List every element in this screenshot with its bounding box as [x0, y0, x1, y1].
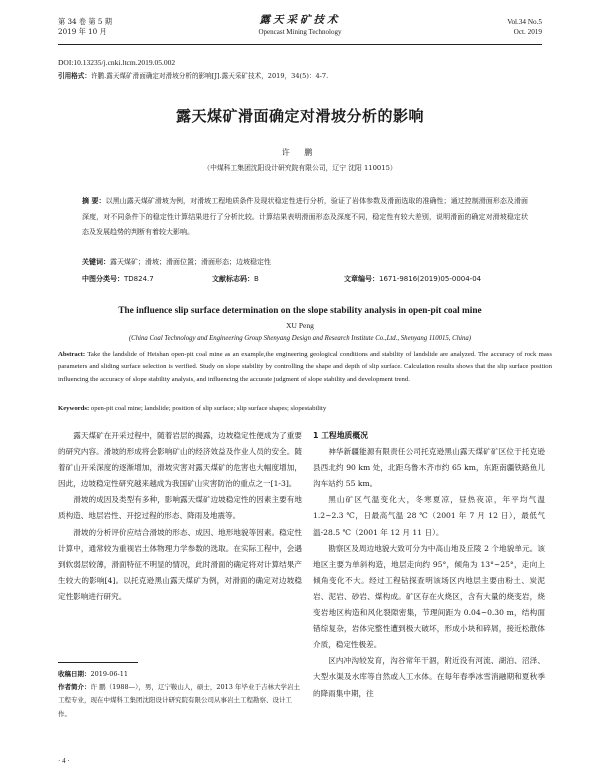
keywords-en — [58, 405, 552, 412]
author-bio: 作者简介：许 鹏（1988—），男，辽宁鞍山人，硕士，2013 年毕业于吉林大学岩土工程专业，现在中煤科工集团沈阳设计研究院有限公司从事岩土工程勘察、设计工作。 — [58, 683, 300, 718]
issue-date: 2019 年 10 月 — [58, 27, 107, 36]
footnote-rule — [58, 662, 138, 663]
clc-number: 中图分类号：TD824.7 — [82, 275, 154, 283]
keywords-text: 露天煤矿；滑坡；滑面位置；滑面形态；边坡稳定性 — [110, 258, 271, 266]
body-paragraph: 勘察区及周边地貌大致可分为中高山地及丘陵 2 个地貌单元。该地区主要为单斜构造，地层走向约 95°，倾角为 13°~25°，走向上倾角变化不大。经过工程钻探查明该场区内地层主要由粉土、炭泥岩、泥岩、砂岩、煤构成。矿区存在火烧区，含有大量的烧变岩，烧变岩地区构造和风化裂隙密集，节理间距为 0.04~0.30 m，结构面错综复杂，岩体完整性遭到极大破坏，形成小块和碎屑，接近松散体介质，稳定性极差。 — [313, 543, 545, 650]
abstract-label: 摘 要： — [82, 197, 106, 205]
abstract-text: 以黑山露天煤矿滑坡为例，对滑坡工程地质条件及现状稳定性进行分析，验证了岩体参数及滑面选取的准确性；通过控制滑面形态及滑面深度，对不同条件下的稳定性计算结果进行了分析比较。计算结果表明滑面形态及深度不同，稳定性有较大差别，说明滑面的确定对滑坡稳定状态及发展趋势的判断有着较大影响。 — [82, 197, 529, 236]
english-author: XU Peng — [286, 321, 314, 330]
doi: DOI:10.13235/j.cnki.ltcm.2019.05.002 — [58, 58, 176, 67]
body-column-left — [58, 428, 302, 605]
journal-title-cn: 露天采矿技术 — [259, 14, 341, 26]
paper-title: 露天煤矿滑面确定对滑坡分析的影响 — [175, 107, 424, 125]
paper-author: 许 鹏 — [281, 148, 319, 157]
volume-issue-en: Vol.34 No.5 — [507, 18, 542, 26]
body-paragraph: 滑坡的成因及类型有多种，影响露天煤矿边坡稳定性的因素主要有地质构造、地层岩性、开挖过程的形态、降雨及地震等。 — [58, 495, 302, 521]
citation-line — [58, 70, 560, 80]
body-paragraph: 神华新疆能源有限责任公司托克逊黑山露天煤矿矿区位于托克逊县西北约 90 km 处，北距乌鲁木齐市约 65 km，东距南疆铁路鱼儿沟车站约 55 km。 — [313, 447, 545, 489]
keywords-cn — [82, 257, 271, 267]
article-number: 文章编号：1671-9816(2019)05-0004-04 — [344, 275, 482, 283]
issue-date-en: Oct. 2019 — [513, 28, 542, 36]
abstract-en — [58, 349, 552, 386]
en-abstract-label: Abstract: — [58, 351, 86, 358]
volume-issue: 第 34 卷 第 5 期 — [58, 17, 112, 26]
en-keywords-text: open-pit coal mine; landslide; position of slip surface; slip surface shapes; slopestability — [90, 405, 327, 412]
citation-text: 许鹏.露天煤矿滑面确定对滑坡分析的影响[J].露天采矿技术，2019，34(5)：4-7. — [90, 72, 329, 80]
body-paragraph: 滑坡的分析评价应结合滑坡的形态、成因、地形地貌等因素。稳定性计算中，通常较为重视岩土体物理力学参数的选取。在实际工程中，会遇到软弱层较薄，滑面特征不明显的情况，此时滑面的确定将对计算结果产生较大的影响[4]。以托克逊黑山露天煤矿为例，对滑面的确定对边坡稳定性影响进行研究。 — [58, 527, 302, 601]
running-header — [58, 14, 542, 45]
issue-info-en — [507, 17, 542, 37]
english-affiliation: (China Coal Technology and Engineering Group Shenyang Design and Research Institute Co.,Ltd., Shenyang 110015, China) — [128, 335, 472, 342]
journal-title-en: Opencast Mining Technology — [258, 28, 342, 36]
en-keywords-label: Keywords: — [58, 405, 90, 412]
footnote — [58, 668, 302, 721]
en-abstract-text: Take the landslide of Heishan open-pit coal mine as an example,the engineering geological conditions and stability of landslide are analyzed. The accuracy of rock mass parameters and sliding surface selection is verified. Study on slope stability by controlling the shape and depth of slip surface. Calculation results shows that the slip surface position influencing the accuracy of slope stability analysis, and influencing the accurate judgment of slope stability and development trend. — [58, 351, 552, 383]
body-paragraph: 露天煤矿在开采过程中，随着岩层的揭露，边坡稳定性便成为了重要的研究内容。滑坡的形成将会影响矿山的经济效益及作业人员的安全。随着矿山开采深度的逐渐增加，滑坡灾害对露天煤矿的危害也大幅度增加，因此，边坡稳定性研究越来越成为我国矿山灾害防治的重点之一[1-3]。 — [58, 431, 302, 489]
document-code: 文献标志码：B — [212, 275, 259, 283]
body-paragraph: 区内冲沟较发育，沟谷常年干涸，附近没有河流、湖泊、沼泽、大型水渠及水库等自然或人工水体。在每年春季冰雪消融期和夏秋季的降雨集中期，往 — [313, 656, 545, 698]
body-paragraph: 黑山矿区气温变化大，冬寒夏凉，昼热夜凉，年平均气温 1.2~2.3 ℃，日最高气温 28 ℃（2001 年 7 月 12 日），最低气温-28.5 ℃（2001 年 12 月 11 日）。 — [313, 495, 545, 537]
page-number: · 4 · — [58, 757, 70, 765]
citation-label: 引用格式： — [58, 72, 91, 80]
received-date: 收稿日期：2019-06-11 — [58, 670, 128, 678]
body-column-right — [313, 428, 545, 702]
author-affiliation: （中煤科工集团沈阳设计研究院有限公司，辽宁 沈阳 110015） — [203, 164, 397, 172]
journal-name — [58, 15, 542, 37]
abstract-cn — [82, 194, 528, 241]
section-heading: 1 工程地质概况 — [313, 431, 368, 440]
english-title: The influence slip surface determination on the slope stability analysis in open-pit coal mine — [118, 306, 482, 316]
keywords-label: 关键词： — [82, 258, 110, 266]
